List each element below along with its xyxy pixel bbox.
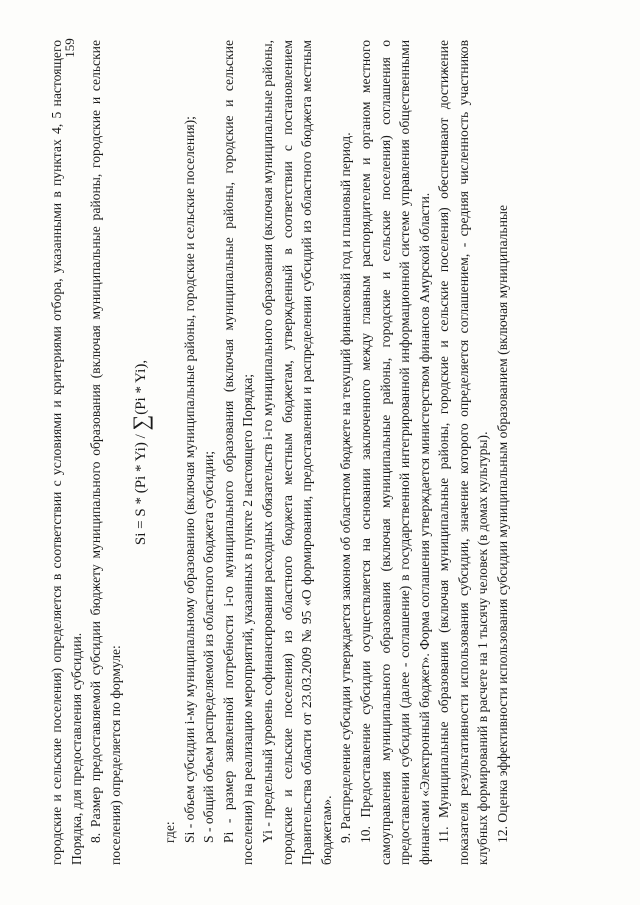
where-label: где: [161,821,177,843]
paragraph-continuation: городские и сельские поселения) определяется в соответствии с условиями и критериями отбора, указанными в пунктах 4, 5 настоящего Порядка, для предоставления субсидии. [49,40,84,865]
formula-right: (Pi * Yi), [133,359,150,415]
page-number: 159 [62,38,77,58]
subsidy-formula [128,40,154,865]
paragraph-8: 8. Размер предоставляемой субсидии бюджету муниципального образования (включая муниципальные районы, городские и сельские поселения) определяется по формуле: [88,40,123,865]
definition-si: Si - объем субсидии i-му муниципальному образованию (включая муниципальные районы, городские и сельские поселения); [181,116,197,843]
sigma-symbol: ∑ [128,414,154,431]
paragraph-9: 9. Распределение субсидии утверждается законом об областном бюджете на текущий финансовый год и плановый период. [338,132,354,843]
formula-left: Si = S * (Pi * Yi) / [133,434,150,546]
definition-pi: Pi - размер заявленной потребности i-го муниципального образования (включая муниципальные районы, городские и сельские поселения) на реализацию мероприятий, указанных в пункте 2 настоящего Порядка; [220,40,256,865]
definition-yi: Yi - предельный уровень софинансирования расходных обязательств i-го муниципального образования (включая муниципальные районы, городские и сельские поселения) из областного бюджета местным бюджетам, утвержденный в соответствии с постановлением Правительства области от 23.03.2009 № 95 «О формировании, предоставлении и распределении субсидий из областного бюджета местным бюджетам». [259,40,334,865]
paragraph-10: 10. Предоставление субсидии осуществляется на основании заключенного между главным распорядителем и органом местного самоуправления муниципального образования (включая муниципальные районы, городские и сельские поселения) соглашения о предоставлении субсидии (далее - соглашение) в государственной интегрированной информационной системе управления общественными финансами «Электронный бюджет». Форма соглашения утверждается министерством финансов Амурской области. [357,40,432,865]
paragraph-12: 12. Оценка эффективности использования субсидии муниципальным образованием (включая муниципальные [495,204,511,843]
paragraph-11: 11. Муниципальные образования (включая муниципальные районы, городские и сельские поселения) обеспечивают достижение показателя результативности использования субсидии, значение которого определяется соглашением, - средняя численность участников клубных формирований в расчете на 1 тысячу человек (в домах культуры). [436,40,491,865]
rotated-text-block [47,40,575,865]
definition-s: S - общий объем распределяемой из областного бюджета субсидии; [201,450,217,843]
